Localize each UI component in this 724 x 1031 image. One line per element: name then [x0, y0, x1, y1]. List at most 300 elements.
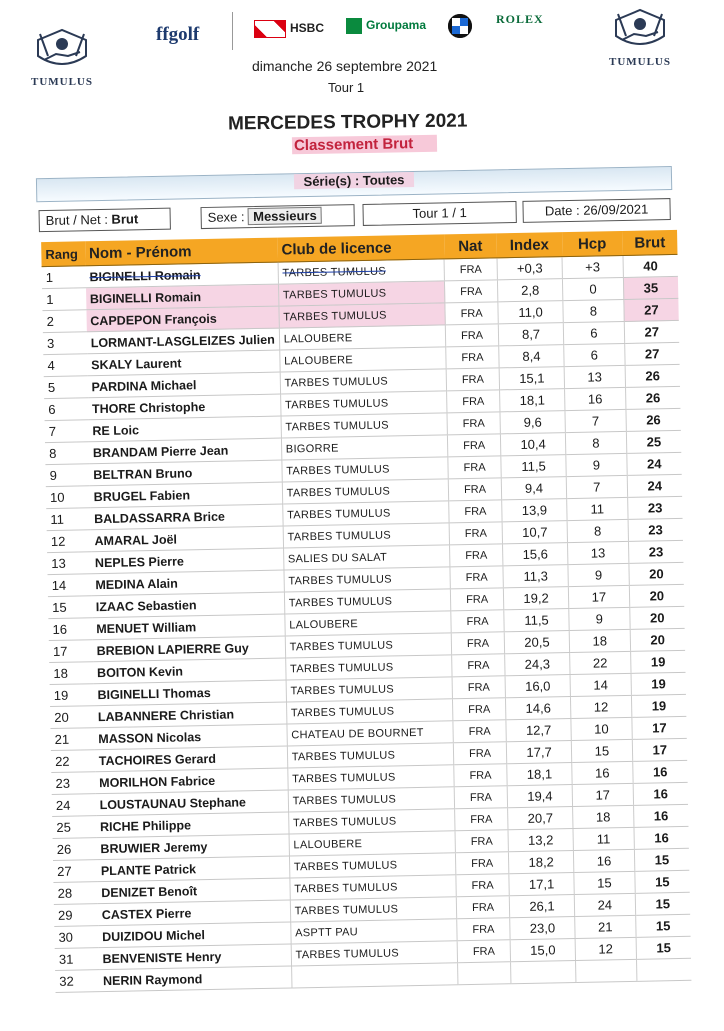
cell-nat-text: FRA: [464, 527, 487, 540]
cell-index-text: 10,7: [522, 524, 548, 540]
cell-index: [500, 389, 566, 412]
cell-hcp-text: 16: [594, 765, 610, 781]
cell-brut-text: 20: [649, 588, 665, 604]
cell-hcp: [568, 563, 629, 586]
cell-nat: [447, 390, 500, 413]
cell-index-text: 10,4: [520, 436, 546, 452]
cell-club-text: TARBES TUMULUS: [287, 506, 391, 521]
cell-name-text: BIGINELLI Romain: [89, 289, 202, 306]
cell-name-text: MEDINA Alain: [95, 576, 178, 592]
cell-name: NERIN Raymond: [99, 966, 292, 992]
cell-hcp-text: 8: [589, 303, 598, 319]
cell-name-text: LOUSTAUNAU Stephane: [99, 794, 247, 812]
cell-hcp: [571, 695, 632, 718]
brut-net-value: Brut: [111, 211, 139, 227]
cell-club-text: TARBES TUMULUS: [289, 660, 394, 675]
cell-name-text: PARDINA Michael: [91, 377, 197, 394]
cell-hcp-text: 6: [590, 325, 598, 341]
cell-club: [283, 545, 450, 570]
cell-nat-text: FRA: [459, 263, 482, 276]
cell-hcp-text: 7: [591, 413, 600, 429]
cell-rank: 32: [55, 970, 99, 993]
cell-index: [505, 653, 571, 676]
cell-nat-text: FRA: [460, 307, 483, 320]
cell-nat: [450, 544, 503, 567]
cell-hcp-text: 8: [592, 435, 600, 451]
cell-rank: [51, 772, 95, 795]
cell-rank: [55, 948, 99, 971]
col-brut: Brut: [622, 230, 677, 256]
cell-hcp-text: 12: [598, 941, 614, 957]
cell-brut-text: 17: [652, 720, 667, 736]
cell-hcp-text: 15: [594, 743, 610, 759]
cell-nat: [457, 918, 510, 941]
cell-nat-text: FRA: [467, 659, 490, 672]
cell-index-text: 18,2: [528, 854, 554, 870]
cell-club-text: ASPTT PAU: [295, 925, 359, 939]
cell-nat-text: FRA: [472, 923, 495, 936]
cell-rank: [48, 618, 92, 641]
cell-name-text: MENUET William: [96, 619, 197, 636]
cell-brut-text: 15: [654, 852, 670, 868]
cell-brut: [626, 408, 681, 431]
cell-nat: [449, 522, 502, 545]
cell-nat-text: FRA: [462, 395, 485, 408]
cell-rank: [49, 640, 93, 663]
cell-index-text: 20,7: [527, 810, 554, 826]
cell-nat: [445, 302, 498, 325]
cell-hcp-text: 11: [590, 501, 605, 517]
cell-nat-text: FRA: [464, 505, 487, 518]
cell-hcp-text: 21: [597, 919, 613, 935]
tour-filter: Tour 1 / 1: [362, 201, 516, 226]
cell-club: [285, 655, 452, 680]
cell-index: [506, 719, 572, 742]
cell-nat: [452, 676, 505, 699]
cell-hcp: [574, 871, 635, 894]
cell-name-text: BENVENISTE Henry: [102, 949, 222, 966]
cell-index-text: 16,0: [524, 678, 551, 694]
groupama-label: Groupama: [366, 18, 427, 33]
cell-club: [278, 259, 445, 284]
cell-brut: [634, 826, 689, 849]
cell-club-text: TARBES TUMULUS: [292, 792, 397, 807]
cell-hcp-text: 9: [594, 567, 603, 583]
cell-brut-text: 35: [643, 280, 659, 296]
page-title: MERCEDES TROPHY 2021: [227, 110, 468, 135]
cell-empty: [291, 963, 458, 988]
cell-hcp: [564, 343, 625, 366]
cell-nat-text: FRA: [468, 725, 491, 738]
cell-brut: [625, 386, 680, 409]
cell-hcp-text: 14: [593, 677, 608, 693]
cell-brut-text: 15: [655, 896, 671, 912]
cell-brut: [628, 518, 683, 541]
cell-rank: [53, 838, 97, 861]
cell-rank-text: 13: [51, 555, 66, 571]
cell-brut-text: 20: [650, 632, 666, 648]
cell-index: [497, 257, 563, 280]
cell-club: [287, 743, 454, 768]
cell-rank: [48, 574, 92, 597]
cell-rank-text: 22: [54, 753, 70, 769]
cell-index-text: 12,7: [525, 722, 552, 738]
cell-index: [509, 895, 575, 918]
cell-index-text: 13,9: [521, 502, 548, 518]
date-filter: Date : 26/09/2021: [522, 198, 670, 223]
cell-hcp-text: 13: [587, 369, 603, 385]
cell-club-text: BIGORRE: [285, 441, 339, 455]
cell-rank-text: 21: [54, 731, 70, 747]
cell-hcp-text: 22: [592, 655, 608, 671]
cell-brut: [634, 870, 689, 893]
cell-nat: [448, 456, 501, 479]
cell-brut: [635, 914, 690, 937]
cell-index-text: 15,6: [522, 546, 549, 562]
cell-index-text: +0,3: [516, 260, 543, 277]
cell-rank: [54, 904, 98, 927]
cell-nat: [446, 368, 499, 391]
cell-club-text: TARBES TUMULUS: [288, 594, 393, 609]
cell-club-text: CHATEAU DE BOURNET: [291, 726, 424, 741]
cell-rank: [42, 310, 86, 333]
cell-brut: [634, 848, 689, 871]
cell-index: [500, 433, 566, 456]
cell-hcp: [570, 673, 631, 696]
cell-brut-text: 26: [645, 368, 661, 384]
cell-rank-text: 15: [52, 599, 67, 615]
cell-index: [509, 873, 575, 896]
cell-club: [282, 479, 449, 504]
cell-nat-text: FRA: [466, 637, 490, 650]
cell-brut: [632, 760, 687, 783]
cell-brut: [623, 254, 678, 277]
cell-nat: [448, 434, 501, 457]
cell-hcp-text: 18: [595, 809, 611, 825]
cell-brut: [631, 716, 686, 739]
cell-hcp: [566, 431, 627, 454]
cell-brut-text: 19: [651, 676, 666, 692]
cell-hcp: [563, 321, 624, 344]
cell-club: [285, 633, 452, 658]
cell-club-text: TARBES TUMULUS: [287, 528, 392, 543]
cell-hcp-text: 24: [597, 897, 613, 913]
cell-hcp-text: 15: [597, 875, 612, 891]
cell-club: [279, 303, 446, 328]
cell-brut: [626, 452, 681, 475]
cell-brut-text: 20: [649, 610, 665, 626]
cell-empty: [576, 959, 637, 982]
cell-hcp-text: 9: [595, 611, 604, 627]
cell-nat-text: FRA: [467, 681, 490, 694]
cell-index-text: 17,1: [528, 876, 555, 892]
cell-rank: [45, 464, 89, 487]
cell-name-text: BELTRAN Bruno: [93, 465, 193, 482]
cell-nat-text: FRA: [468, 747, 492, 760]
cell-rank: [45, 420, 89, 443]
cell-index-text: 11,5: [521, 458, 546, 474]
cell-brut-text: 24: [647, 478, 663, 494]
cell-name-text: BIGINELLI Thomas: [97, 685, 211, 702]
sexe-filter: [200, 204, 354, 229]
cell-rank-text: 7: [48, 423, 57, 440]
cell-brut-text: 16: [654, 830, 669, 846]
cell-brut-text: 16: [652, 764, 668, 780]
cell-nat: [453, 720, 506, 743]
cell-club-text: LALOUBERE: [293, 837, 363, 851]
cell-hcp: [575, 915, 636, 938]
cell-club: [286, 699, 453, 724]
cell-rank-text: 4: [47, 357, 55, 374]
cell-nat-text: FRA: [470, 835, 493, 848]
cell-hcp: [563, 277, 624, 300]
cell-index: [497, 279, 563, 302]
cell-club: [291, 941, 458, 966]
cell-brut-text: 20: [649, 566, 664, 582]
cell-rank-text: 20: [54, 709, 69, 725]
cell-empty: [458, 962, 511, 985]
cell-club: [278, 281, 445, 306]
cell-index-text: 23,0: [529, 920, 556, 936]
cell-name-text: THORE Christophe: [91, 399, 206, 416]
cell-index-text: 20,5: [524, 634, 550, 650]
cell-brut-text: 15: [656, 940, 671, 956]
cell-brut-text: 24: [646, 456, 662, 472]
cell-rank-text: 19: [53, 687, 69, 703]
cell-rank: [54, 926, 98, 949]
cell-club: [289, 853, 456, 878]
cell-club-text: TARBES TUMULUS: [291, 748, 396, 763]
cell-brut: [626, 430, 681, 453]
cell-nat: [452, 654, 505, 677]
cell-rank-text: 28: [57, 885, 73, 901]
cell-empty: [511, 961, 577, 984]
cell-index-text: 13,2: [527, 832, 554, 848]
hsbc-label: HSBC: [290, 21, 325, 36]
cell-name-text: SKALY Laurent: [91, 355, 182, 372]
cell-hcp: [567, 497, 628, 520]
cell-club-text: SALIES DU SALAT: [287, 551, 388, 565]
cell-club: [281, 413, 448, 438]
cell-club-text: TARBES TUMULUS: [282, 265, 387, 280]
cell-index-text: 2,8: [521, 282, 540, 298]
cell-index-text: 24,3: [524, 656, 551, 672]
cell-index-text: 14,6: [525, 700, 552, 716]
cell-club-text: TARBES TUMULUS: [294, 880, 398, 895]
cell-club: [288, 787, 455, 812]
results-table: [41, 230, 691, 993]
cell-hcp: [569, 607, 630, 630]
cell-nat: [448, 478, 501, 501]
cell-rank-text: 25: [56, 819, 71, 835]
col-nat: Nat: [444, 233, 497, 259]
cell-brut: [633, 782, 688, 805]
cell-index: [502, 521, 568, 544]
cell-nat: [449, 500, 502, 523]
cell-index-text: 15,0: [530, 942, 556, 958]
cell-nat: [453, 742, 506, 765]
cell-nat: [453, 698, 506, 721]
cell-nat: [456, 874, 509, 897]
cell-rank: [52, 794, 96, 817]
cell-name-text: TACHOIRES Gerard: [98, 751, 217, 768]
cell-brut-text: 26: [646, 412, 661, 428]
cell-index-text: 11,5: [524, 612, 549, 628]
cell-rank: [47, 552, 91, 575]
cell-hcp-text: 17: [591, 589, 607, 605]
cell-index-text: 18,1: [526, 766, 553, 782]
rolex-logo: ROLEX: [496, 12, 544, 26]
cell-name-text: MORILHON Fabrice: [99, 773, 216, 790]
cell-nat-text: FRA: [463, 461, 486, 474]
cell-rank: [46, 486, 90, 509]
cell-club-text: TARBES TUMULUS: [289, 638, 394, 653]
cell-hcp: [571, 717, 632, 740]
cell-name-text: RE Loic: [92, 422, 140, 438]
brut-net-label: Brut / Net :: [45, 211, 108, 229]
cell-club-text: TARBES TUMULUS: [290, 682, 395, 697]
cell-nat-text: FRA: [460, 285, 483, 298]
cell-nat: [447, 412, 500, 435]
cell-index: [501, 455, 567, 478]
cell-nat: [456, 896, 509, 919]
series-label: Série(s) : Toutes: [293, 172, 414, 189]
cell-index-text: 17,7: [526, 744, 552, 760]
cell-brut: [627, 474, 682, 497]
cell-index-text: 11,3: [523, 568, 548, 584]
cell-name-text: LORMANT-LASGLEIZES Julien: [90, 332, 275, 350]
cell-name-text: BRUGEL Fabien: [93, 487, 191, 504]
cell-index: [499, 367, 565, 390]
cell-name-text: RICHE Philippe: [99, 817, 192, 834]
cell-brut-text: 15: [654, 874, 670, 890]
cell-brut-text: 19: [651, 698, 667, 714]
cell-index: [502, 499, 568, 522]
cell-index: [506, 741, 572, 764]
cell-brut-text: 27: [643, 302, 659, 318]
cell-brut: [623, 298, 678, 321]
cell-hcp: [565, 409, 626, 432]
cell-rank-text: 27: [57, 863, 72, 879]
cell-hcp: [568, 541, 629, 564]
cell-rank-text: 24: [55, 797, 71, 813]
cell-club: [281, 435, 448, 460]
cell-rank: [51, 750, 95, 773]
cell-club-text: TARBES TUMULUS: [295, 946, 400, 961]
cell-club: [287, 721, 454, 746]
cell-hcp-text: 18: [592, 633, 608, 649]
cell-hcp: [574, 849, 635, 872]
cell-club: [290, 875, 457, 900]
cell-nat-text: FRA: [471, 879, 494, 892]
cell-club: [280, 391, 447, 416]
cell-club-text: TARBES TUMULUS: [292, 770, 396, 785]
cell-index: [510, 939, 576, 962]
cell-hcp: [567, 519, 628, 542]
cell-hcp: [569, 629, 630, 652]
cell-index-text: 8,7: [521, 326, 541, 342]
cell-club: [284, 567, 451, 592]
cell-index-text: 8,4: [522, 348, 541, 364]
cell-hcp-text: 16: [587, 391, 603, 407]
cell-index: [505, 675, 571, 698]
cell-hcp-text: 10: [594, 721, 609, 737]
cell-club-text: TARBES TUMULUS: [284, 375, 389, 389]
cell-name-text: NEPLES Pierre: [94, 553, 185, 570]
cell-brut-text: 40: [643, 258, 658, 274]
cell-club-text: TARBES TUMULUS: [285, 418, 389, 433]
cell-rank: [50, 728, 94, 751]
cell-nat-text: FRA: [460, 329, 484, 342]
cell-hcp-text: 17: [595, 787, 611, 803]
cell-index: [505, 697, 571, 720]
cell-club: [286, 677, 453, 702]
cell-rank: [49, 662, 93, 685]
cell-rank: [42, 288, 86, 311]
cell-index-text: 15,1: [519, 370, 545, 386]
cell-club-text: TARBES TUMULUS: [286, 462, 390, 477]
cell-rank-text: 30: [58, 929, 74, 945]
cell-hcp-text: +3: [585, 259, 601, 275]
cell-club-text: TARBES TUMULUS: [290, 704, 395, 719]
cell-name-text: BIGINELLI Romain: [89, 267, 201, 284]
cell-index-text: 9,6: [523, 414, 542, 430]
cell-rank-text: 14: [51, 577, 67, 593]
logo-text: TUMULUS: [30, 76, 93, 88]
cell-nat: [450, 588, 503, 611]
cell-club: [283, 523, 450, 548]
cell-hcp: [573, 827, 634, 850]
cell-nat-text: FRA: [462, 417, 485, 430]
cell-index: [501, 477, 567, 500]
cell-hcp-text: 0: [589, 281, 597, 297]
cell-nat-text: FRA: [465, 549, 488, 562]
cell-index: [498, 323, 564, 346]
cell-club: [285, 611, 452, 636]
cell-brut: [628, 540, 683, 563]
cell-nat-text: FRA: [466, 615, 489, 628]
cell-name-text: BOITON Kevin: [96, 663, 184, 680]
cell-rank-text: 10: [49, 489, 65, 506]
cell-hcp: [562, 255, 623, 278]
cell-rank-text: 6: [48, 401, 56, 418]
cell-brut-text: 15: [655, 918, 671, 934]
col-rang: Rang: [41, 241, 85, 266]
cell-rank-text: 26: [56, 841, 72, 857]
cell-brut: [623, 276, 678, 299]
cell-nat-text: FRA: [468, 703, 491, 716]
cell-nat: [455, 830, 508, 853]
cell-nat-text: FRA: [469, 791, 493, 804]
col-index: Index: [497, 232, 563, 258]
cell-index: [502, 543, 568, 566]
cell-nat: [445, 324, 498, 347]
cell-nat: [444, 258, 497, 281]
cell-brut: [625, 364, 680, 387]
brut-net-filter: [39, 208, 171, 233]
cell-nat-text: FRA: [461, 373, 485, 386]
cell-club-text: TARBES TUMULUS: [294, 902, 399, 917]
cell-name-text: BRUWIER Jeremy: [100, 839, 208, 856]
cell-nat-text: FRA: [466, 593, 489, 606]
cell-hcp: [572, 761, 633, 784]
cell-club-text: TARBES TUMULUS: [282, 287, 387, 301]
cell-hcp-text: 7: [593, 479, 601, 495]
cell-brut: [627, 496, 682, 519]
cell-nat: [451, 610, 504, 633]
cell-club-text: TARBES TUMULUS: [283, 309, 387, 323]
cell-index: [503, 587, 569, 610]
